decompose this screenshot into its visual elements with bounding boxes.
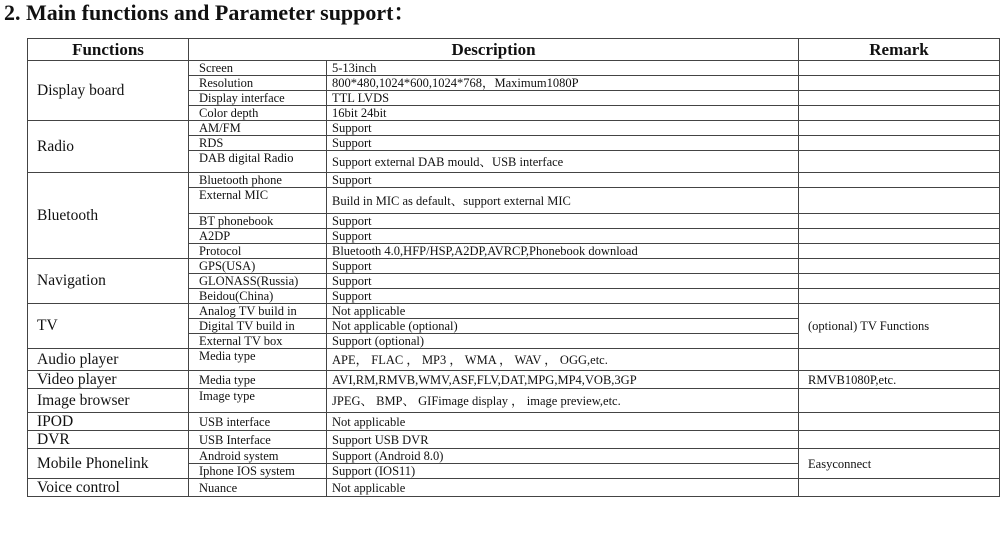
desc-item: AVI,RM,RMVB,WMV,ASF,FLV,DAT,MPG,MP4,VOB,3GP bbox=[327, 371, 799, 389]
desc-item: Not applicable bbox=[327, 304, 799, 319]
remark-cell bbox=[799, 349, 1000, 371]
sub-item: BT phonebook bbox=[189, 214, 327, 229]
sub-item: Digital TV build in bbox=[189, 319, 327, 334]
sub-item: Beidou(China) bbox=[189, 289, 327, 304]
sub-item: Resolution bbox=[189, 76, 327, 91]
remark-cell: RMVB1080P,etc. bbox=[799, 371, 1000, 389]
desc-item: Not applicable bbox=[327, 479, 799, 497]
table-row bbox=[28, 61, 1000, 76]
table-row bbox=[28, 349, 1000, 371]
sub-item: GLONASS(Russia) bbox=[189, 274, 327, 289]
table-row bbox=[28, 121, 1000, 136]
sub-item: DAB digital Radio bbox=[189, 151, 327, 173]
desc-item: 5-13inch bbox=[327, 61, 799, 76]
function-cell: TV bbox=[28, 304, 189, 349]
remark-cell bbox=[799, 173, 1000, 188]
table-row bbox=[28, 413, 1000, 431]
function-cell: Bluetooth bbox=[28, 173, 189, 259]
remark-cell: Easyconnect bbox=[799, 449, 1000, 479]
desc-item: Support (optional) bbox=[327, 334, 799, 349]
desc-item: Support bbox=[327, 173, 799, 188]
desc-item: Build in MIC as default、support external MIC bbox=[327, 188, 799, 214]
table-row bbox=[28, 173, 1000, 188]
sub-item: Image type bbox=[189, 389, 327, 413]
desc-item: Not applicable bbox=[327, 413, 799, 431]
sub-item: Iphone IOS system bbox=[189, 464, 327, 479]
desc-item: Bluetooth 4.0,HFP/HSP,A2DP,AVRCP,Phonebook download bbox=[327, 244, 799, 259]
function-cell: Radio bbox=[28, 121, 189, 173]
desc-item: Support bbox=[327, 289, 799, 304]
sub-item: Screen bbox=[189, 61, 327, 76]
sub-item: Bluetooth phone bbox=[189, 173, 327, 188]
col-remark: Remark bbox=[799, 39, 1000, 61]
table-row bbox=[28, 431, 1000, 449]
desc-item: APE， FLAC ， MP3 ， WMA ， WAV ， OGG,etc. bbox=[327, 349, 799, 371]
function-cell: DVR bbox=[28, 431, 189, 449]
function-cell: Mobile Phonelink bbox=[28, 449, 189, 479]
remark-cell bbox=[799, 188, 1000, 214]
col-functions: Functions bbox=[28, 39, 189, 61]
desc-item: Support bbox=[327, 121, 799, 136]
desc-item: Support (IOS11) bbox=[327, 464, 799, 479]
sub-item: Nuance bbox=[189, 479, 327, 497]
sub-item: External TV box bbox=[189, 334, 327, 349]
sub-item: A2DP bbox=[189, 229, 327, 244]
remark-cell bbox=[799, 259, 1000, 274]
sub-item: AM/FM bbox=[189, 121, 327, 136]
desc-item: 800*480,1024*600,1024*768，Maximum1080P bbox=[327, 76, 799, 91]
desc-item: Support USB DVR bbox=[327, 431, 799, 449]
function-cell: IPOD bbox=[28, 413, 189, 431]
remark-cell bbox=[799, 61, 1000, 76]
remark-cell bbox=[799, 76, 1000, 91]
sub-item: Android system bbox=[189, 449, 327, 464]
remark-cell bbox=[799, 229, 1000, 244]
desc-item: Not applicable (optional) bbox=[327, 319, 799, 334]
sub-item: USB interface bbox=[189, 413, 327, 431]
desc-item: Support bbox=[327, 259, 799, 274]
remark-cell bbox=[799, 413, 1000, 431]
sub-item: External MIC bbox=[189, 188, 327, 214]
remark-cell bbox=[799, 389, 1000, 413]
desc-item: Support bbox=[327, 136, 799, 151]
sub-item: Analog TV build in bbox=[189, 304, 327, 319]
table-row bbox=[28, 259, 1000, 274]
function-cell: Display board bbox=[28, 61, 189, 121]
col-description: Description bbox=[189, 39, 799, 61]
sub-item: Media type bbox=[189, 349, 327, 371]
remark-cell bbox=[799, 431, 1000, 449]
desc-item: JPEG、 BMP、 GIFimage display ， image preview,etc. bbox=[327, 389, 799, 413]
header-row bbox=[28, 39, 1000, 61]
desc-item: Support external DAB mould、USB interface bbox=[327, 151, 799, 173]
section-heading: 2. Main functions and Parameter support： bbox=[4, 0, 416, 25]
remark-cell bbox=[799, 106, 1000, 121]
table-row bbox=[28, 389, 1000, 413]
function-cell: Voice control bbox=[28, 479, 189, 497]
remark-cell bbox=[799, 244, 1000, 259]
function-cell: Audio player bbox=[28, 349, 189, 371]
function-cell: Video player bbox=[28, 371, 189, 389]
desc-item: Support bbox=[327, 229, 799, 244]
desc-item: Support (Android 8.0) bbox=[327, 449, 799, 464]
sub-item: Color depth bbox=[189, 106, 327, 121]
remark-cell bbox=[799, 136, 1000, 151]
desc-item: Support bbox=[327, 214, 799, 229]
desc-item: Support bbox=[327, 274, 799, 289]
table-row bbox=[28, 304, 1000, 319]
sub-item: GPS(USA) bbox=[189, 259, 327, 274]
table-row bbox=[28, 371, 1000, 389]
sub-item: Media type bbox=[189, 371, 327, 389]
sub-item: Protocol bbox=[189, 244, 327, 259]
table-row bbox=[28, 479, 1000, 497]
parameter-table bbox=[27, 38, 1000, 497]
remark-cell bbox=[799, 289, 1000, 304]
remark-cell bbox=[799, 151, 1000, 173]
desc-item: TTL LVDS bbox=[327, 91, 799, 106]
function-cell: Navigation bbox=[28, 259, 189, 304]
sub-item: USB Interface bbox=[189, 431, 327, 449]
remark-cell bbox=[799, 91, 1000, 106]
table-row bbox=[28, 449, 1000, 464]
function-cell: Image browser bbox=[28, 389, 189, 413]
remark-cell bbox=[799, 479, 1000, 497]
remark-cell bbox=[799, 214, 1000, 229]
sub-item: Display interface bbox=[189, 91, 327, 106]
sub-item: RDS bbox=[189, 136, 327, 151]
remark-cell bbox=[799, 121, 1000, 136]
desc-item: 16bit 24bit bbox=[327, 106, 799, 121]
remark-cell: (optional) TV Functions bbox=[799, 304, 1000, 349]
remark-cell bbox=[799, 274, 1000, 289]
